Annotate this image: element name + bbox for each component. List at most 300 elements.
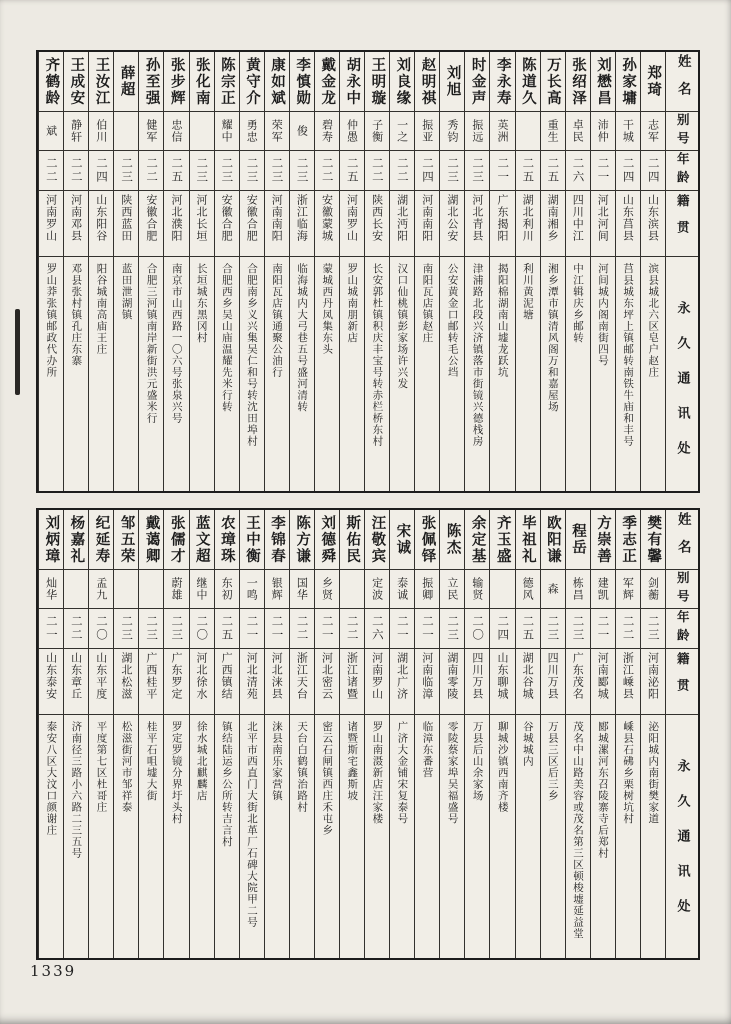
directory-entry-column (464, 510, 489, 958)
entry-native: 四川万县 (546, 652, 560, 700)
entry-native: 河南邓县 (69, 194, 83, 242)
entry-name: 张绍泽 (569, 56, 586, 107)
entry-address-cell (164, 257, 188, 491)
entry-alias-cell (516, 570, 540, 609)
entry-name-cell (591, 510, 615, 570)
entry-age-cell (265, 609, 289, 649)
entry-native-cell (465, 191, 489, 257)
entry-alias-cell (64, 570, 88, 609)
entry-age-cell (89, 151, 113, 191)
entry-address-cell (265, 715, 289, 958)
entry-age: 二四 (621, 157, 636, 184)
entry-age: 二一 (596, 157, 611, 184)
entry-native: 河北徐水 (195, 652, 209, 700)
entry-name-cell (440, 510, 464, 570)
entry-age: 二二 (295, 615, 310, 642)
entry-address-cell (641, 715, 665, 958)
entry-age: 二二 (395, 157, 410, 184)
entry-native-cell (490, 191, 514, 257)
entry-name-cell (89, 52, 113, 112)
entry-alias: 继中 (195, 577, 209, 601)
header-age-label: 年龄 (675, 152, 691, 189)
entry-native-cell (265, 191, 289, 257)
entry-name-cell (541, 52, 565, 112)
entry-alias: 栋昌 (571, 577, 585, 601)
entry-alias-cell (641, 112, 665, 151)
entry-native: 河南罗山 (345, 194, 359, 242)
entry-address: 阳谷城南高庙王庄 (95, 263, 108, 355)
entry-alias-cell (114, 112, 138, 151)
directory-entry-column (189, 510, 214, 958)
entry-address-cell (365, 257, 389, 491)
entry-alias: 国华 (295, 577, 309, 601)
entry-native: 湖南湘乡 (546, 194, 560, 242)
directory-entry-column (439, 510, 464, 958)
entry-name: 刘德舜 (319, 514, 336, 565)
entry-native-cell (215, 191, 239, 257)
entry-native: 浙江临海 (295, 194, 309, 242)
entry-address-cell (139, 257, 163, 491)
entry-name: 邹五荣 (118, 514, 135, 565)
entry-name-cell (365, 510, 389, 570)
header-address (666, 257, 698, 491)
entry-name-cell (240, 510, 264, 570)
entry-name: 方崇善 (595, 514, 612, 565)
entry-name: 王明璇 (369, 56, 386, 107)
entry-age: 二二 (370, 157, 385, 184)
entry-name-cell (290, 510, 314, 570)
entry-alias: 秀钧 (445, 119, 459, 143)
entry-age-cell (290, 151, 314, 191)
entry-native-cell (164, 649, 188, 715)
header-native-label: 籍贯 (675, 194, 691, 247)
entry-age: 二一 (496, 157, 511, 184)
directory-entry-column (189, 52, 214, 491)
entry-age-cell (365, 151, 389, 191)
entry-address-cell (64, 715, 88, 958)
entry-age-cell (215, 609, 239, 649)
entry-native: 山东滨县 (646, 194, 660, 242)
entry-age-cell (591, 609, 615, 649)
header-name (666, 510, 698, 570)
entry-address-cell (490, 257, 514, 491)
entry-alias: 耀中 (220, 119, 234, 143)
entry-alias-cell (340, 570, 364, 609)
entry-native: 湖北松滋 (119, 652, 133, 700)
entry-age-cell (340, 151, 364, 191)
entry-age: 二三 (446, 157, 461, 184)
entry-alias-cell (39, 570, 63, 609)
entry-alias: 子衡 (370, 119, 384, 143)
entry-name-cell (465, 52, 489, 112)
entry-address: 松滋街河市邹祥泰 (120, 721, 133, 813)
directory-entry-column (38, 510, 63, 958)
entry-age-cell (415, 609, 439, 649)
directory-entry-column (364, 52, 389, 491)
entry-native: 河北长垣 (195, 194, 209, 242)
directory-entry-column (615, 52, 640, 491)
entry-address: 河间城内阁南街四号 (597, 263, 610, 367)
entry-address: 泌阳城内南街樊家道 (647, 721, 660, 825)
entry-alias: 志军 (646, 119, 660, 143)
header-name-label: 姓名 (674, 54, 691, 109)
entry-address-cell (340, 715, 364, 958)
entry-age-cell (616, 609, 640, 649)
entry-name-cell (215, 510, 239, 570)
entry-native: 四川中江 (571, 194, 585, 242)
entry-address: 万县后山余家场 (471, 721, 484, 802)
entry-alias: 健军 (144, 119, 158, 143)
entry-name: 毕祖礼 (519, 514, 536, 565)
entry-address: 蒙城西丹凤集东头 (321, 263, 334, 355)
entry-address-cell (566, 257, 590, 491)
entry-address: 长垣城东黑冈村 (195, 263, 208, 344)
entry-name-cell (616, 52, 640, 112)
entry-age: 二二 (621, 615, 636, 642)
directory-entry-column (464, 52, 489, 491)
directory-entry-column (540, 510, 565, 958)
entry-address-cell (240, 715, 264, 958)
entry-alias-cell (215, 570, 239, 609)
entry-alias: 定波 (370, 577, 384, 601)
entry-name: 黄守介 (243, 56, 260, 107)
entry-address-cell (365, 715, 389, 958)
entry-alias-cell (465, 570, 489, 609)
entry-native-cell (215, 649, 239, 715)
entry-alias-cell (139, 570, 163, 609)
entry-alias-cell (591, 112, 615, 151)
entry-address: 长安郭杜镇积庆丰宝号转赤栏桥东村 (371, 263, 384, 447)
entry-age-cell (440, 151, 464, 191)
entry-native: 河南罗山 (44, 194, 58, 242)
entry-age: 二二 (44, 157, 59, 184)
entry-address: 镇结陆运乡公所转吉言村 (220, 721, 233, 848)
entry-address-cell (465, 257, 489, 491)
entry-address-cell (139, 715, 163, 958)
entry-name-cell (541, 510, 565, 570)
entry-age-cell (390, 151, 414, 191)
entry-name-cell (591, 52, 615, 112)
directory-entry-column (239, 52, 264, 491)
entry-name: 欧阳谦 (544, 514, 561, 565)
entry-native-cell (641, 191, 665, 257)
header-name-label: 姓名 (674, 512, 691, 567)
entry-native: 山东章丘 (69, 652, 83, 700)
entry-address-cell (190, 257, 214, 491)
entry-age: 二三 (145, 615, 160, 642)
directory-entry-column (414, 52, 439, 491)
entry-address: 平度第七区杜哥庄 (95, 721, 108, 813)
entry-address-cell (265, 257, 289, 491)
entry-native: 安徽合肥 (144, 194, 158, 242)
entry-name: 齐鹤龄 (43, 56, 60, 107)
entry-alias: 立民 (445, 577, 459, 601)
entry-address: 聊城沙镇西南齐楼 (496, 721, 509, 813)
entry-alias: 振远 (470, 119, 484, 143)
entry-age-cell (114, 609, 138, 649)
entry-address-cell (415, 257, 439, 491)
entry-address: 天台白鹤镇治路村 (296, 721, 309, 813)
entry-age: 二五 (521, 157, 536, 184)
entry-address-cell (616, 715, 640, 958)
entry-name: 王中衡 (243, 514, 260, 565)
entry-address-cell (89, 715, 113, 958)
directory-entry-column (389, 52, 414, 491)
entry-name: 余定基 (469, 514, 486, 565)
entry-alias-cell (616, 112, 640, 151)
entry-alias: 忠信 (169, 119, 183, 143)
entry-alias: 伯川 (94, 119, 108, 143)
entry-native-cell (240, 649, 264, 715)
entry-native-cell (39, 191, 63, 257)
entry-address: 滨县城北六区皂户赵庄 (647, 263, 660, 378)
entry-native-cell (566, 649, 590, 715)
entry-address: 临漳东番营 (421, 721, 434, 779)
entry-alias: 卓民 (571, 119, 585, 143)
directory-entry-column (389, 510, 414, 958)
entry-age-cell (190, 151, 214, 191)
entry-name-cell (139, 52, 163, 112)
entry-address: 桂平石咀墟大街 (145, 721, 158, 802)
directory-entry-column (565, 510, 590, 958)
entry-age-cell (39, 609, 63, 649)
entry-alias-cell (315, 570, 339, 609)
entry-age: 二一 (44, 615, 59, 642)
entry-alias: 碧寿 (320, 119, 334, 143)
entry-native: 河北河间 (596, 194, 610, 242)
entry-name: 刘旭 (444, 65, 461, 98)
entry-native: 湖北利川 (521, 194, 535, 242)
entry-name-cell (64, 510, 88, 570)
entry-alias-cell (240, 112, 264, 151)
entry-address-cell (315, 257, 339, 491)
entry-alias-cell (265, 570, 289, 609)
entry-age: 二二 (320, 157, 335, 184)
entry-age-cell (641, 151, 665, 191)
entry-alias: 英洲 (495, 119, 509, 143)
entry-alias: 输贤 (470, 577, 484, 601)
entry-address: 津浦路北段兴济镇落市街镜兴德栈房 (471, 263, 484, 447)
directory-entry-column (38, 52, 63, 491)
entry-age-cell (365, 609, 389, 649)
entry-address: 徐水城北麒麟店 (195, 721, 208, 802)
entry-address: 邓县张村镇孔庄东寨 (70, 263, 83, 367)
entry-address: 罗山莽张镇邮政代办所 (45, 263, 58, 378)
entry-address-cell (490, 715, 514, 958)
entry-name: 纪延寿 (93, 514, 110, 565)
entry-age: 二〇 (195, 615, 210, 642)
entry-age: 二三 (295, 157, 310, 184)
entry-age: 二五 (521, 615, 536, 642)
entry-age: 二二 (145, 157, 160, 184)
entry-alias-cell (64, 112, 88, 151)
directory-entry-column (214, 52, 239, 491)
entry-name: 刘炳璋 (43, 514, 60, 565)
scan-edge-artifact (15, 309, 20, 395)
entry-name-cell (641, 510, 665, 570)
directory-entry-column (163, 52, 188, 491)
entry-native: 河南南阳 (420, 194, 434, 242)
entry-native-cell (541, 191, 565, 257)
directory-entry-column (540, 52, 565, 491)
entry-native-cell (290, 191, 314, 257)
entry-name-cell (566, 52, 590, 112)
entry-name-cell (265, 510, 289, 570)
entry-age: 二五 (546, 157, 561, 184)
entry-name: 张佩铎 (419, 514, 436, 565)
entry-native-cell (190, 649, 214, 715)
entry-address-cell (390, 257, 414, 491)
entry-native: 四川万县 (470, 652, 484, 700)
entry-alias: 蔚雄 (169, 577, 183, 601)
entry-address: 揭阳棉湖南山墟龙跃坑 (496, 263, 509, 378)
entry-name: 陈道久 (519, 56, 536, 107)
entry-address-cell (591, 257, 615, 491)
entry-native-cell (164, 191, 188, 257)
directory-entry-column (138, 510, 163, 958)
entry-age: 二一 (395, 615, 410, 642)
entry-age-cell (139, 609, 163, 649)
directory-entry-column (239, 510, 264, 958)
entry-name-cell (641, 52, 665, 112)
directory-entry-column (339, 52, 364, 491)
entry-age-cell (265, 151, 289, 191)
entry-native: 山东阳谷 (94, 194, 108, 242)
entry-alias-cell (616, 570, 640, 609)
entry-age: 二五 (170, 157, 185, 184)
entry-native-cell (114, 191, 138, 257)
entry-address-cell (215, 257, 239, 491)
entry-alias-cell (164, 570, 188, 609)
entry-age-cell (566, 151, 590, 191)
table-header-column (665, 510, 698, 958)
entry-age: 二四 (94, 157, 109, 184)
entry-alias-cell (490, 112, 514, 151)
entry-native: 安徽合肥 (220, 194, 234, 242)
directory-entry-column (590, 52, 615, 491)
entry-age: 二三 (120, 615, 135, 642)
entry-name: 樊有馨 (645, 514, 662, 565)
entry-native: 山东平度 (94, 652, 108, 700)
entry-alias: 振卿 (420, 577, 434, 601)
entry-name: 戴金龙 (319, 56, 336, 107)
entry-native-cell (591, 191, 615, 257)
entry-age: 二一 (245, 615, 260, 642)
entry-name: 张儒才 (168, 514, 185, 565)
entry-address-cell (440, 257, 464, 491)
entry-address: 济南径三路小六路二三五号 (70, 721, 83, 859)
entry-address: 公安黄金口邮转毛公垱 (446, 263, 459, 378)
entry-age-cell (89, 609, 113, 649)
entry-native: 浙江诸暨 (345, 652, 359, 700)
entry-age: 二一 (596, 615, 611, 642)
entry-alias-cell (541, 570, 565, 609)
entry-native-cell (465, 649, 489, 715)
entry-age: 二三 (446, 615, 461, 642)
directory-entry-column (565, 52, 590, 491)
entry-native: 河南临漳 (420, 652, 434, 700)
entry-native: 河南南阳 (270, 194, 284, 242)
entry-alias-cell (516, 112, 540, 151)
entry-address-cell (340, 257, 364, 491)
entry-native-cell (340, 649, 364, 715)
entry-name: 薛超 (118, 65, 135, 98)
entry-native-cell (315, 191, 339, 257)
entry-name: 齐玉盛 (494, 514, 511, 565)
entry-alias: 灿华 (44, 577, 58, 601)
entry-native-cell (415, 649, 439, 715)
entry-name: 万长高 (544, 56, 561, 107)
directory-entry-column (414, 510, 439, 958)
entry-address: 中江辑庆乡邮转 (571, 263, 584, 344)
entry-native: 陕西蓝田 (119, 194, 133, 242)
entry-name-cell (240, 52, 264, 112)
entry-native: 浙江天台 (295, 652, 309, 700)
entry-age-cell (39, 151, 63, 191)
entry-age-cell (465, 151, 489, 191)
entry-address: 密云石闸镇西庄禾屯乡 (321, 721, 334, 836)
entry-address: 湘乡潭市镇清风阁万和嘉屋场 (546, 263, 559, 413)
entry-address-cell (215, 715, 239, 958)
entry-name: 季志正 (620, 514, 637, 565)
directory-entry-column (264, 510, 289, 958)
entry-name-cell (616, 510, 640, 570)
entry-age-cell (541, 151, 565, 191)
entry-age-cell (616, 151, 640, 191)
entry-age-cell (390, 609, 414, 649)
entry-name: 孙家墉 (620, 56, 637, 107)
entry-alias: 一之 (395, 119, 409, 143)
entry-native: 河北清苑 (245, 652, 259, 700)
entry-age-cell (114, 151, 138, 191)
entry-alias-cell (290, 570, 314, 609)
entry-name: 宋诚 (394, 523, 411, 556)
entry-age: 二三 (571, 615, 586, 642)
entry-native: 广西镇结 (220, 652, 234, 700)
entry-alias-cell (390, 112, 414, 151)
directory-entry-column (138, 52, 163, 491)
entry-name-cell (566, 510, 590, 570)
entry-age-cell (516, 609, 540, 649)
entry-alias-cell (190, 570, 214, 609)
entry-address: 罗定罗镜分界圩头村 (170, 721, 183, 825)
directory-entry-column (163, 510, 188, 958)
directory-entry-column (489, 52, 514, 491)
entry-name: 康如斌 (269, 56, 286, 107)
entry-address: 涞县南乐家营镇 (271, 721, 284, 802)
entry-alias: 一鸣 (245, 577, 259, 601)
entry-name-cell (265, 52, 289, 112)
entry-alias-cell (89, 570, 113, 609)
directory-table-top (36, 50, 700, 493)
entry-address-cell (465, 715, 489, 958)
entry-name-cell (390, 52, 414, 112)
entry-address-cell (164, 715, 188, 958)
entry-alias: 俊 (295, 125, 309, 137)
page-number: 1339 (30, 962, 77, 980)
entry-name: 赵明祺 (419, 56, 436, 107)
entry-native: 湖北公安 (445, 194, 459, 242)
header-native (666, 649, 698, 715)
entry-alias-cell (315, 112, 339, 151)
entry-native-cell (440, 649, 464, 715)
entry-alias: 德风 (521, 577, 535, 601)
entry-name-cell (440, 52, 464, 112)
entry-alias-cell (490, 570, 514, 609)
entry-alias-cell (440, 570, 464, 609)
entry-native: 河北青县 (470, 194, 484, 242)
entry-age-cell (516, 151, 540, 191)
